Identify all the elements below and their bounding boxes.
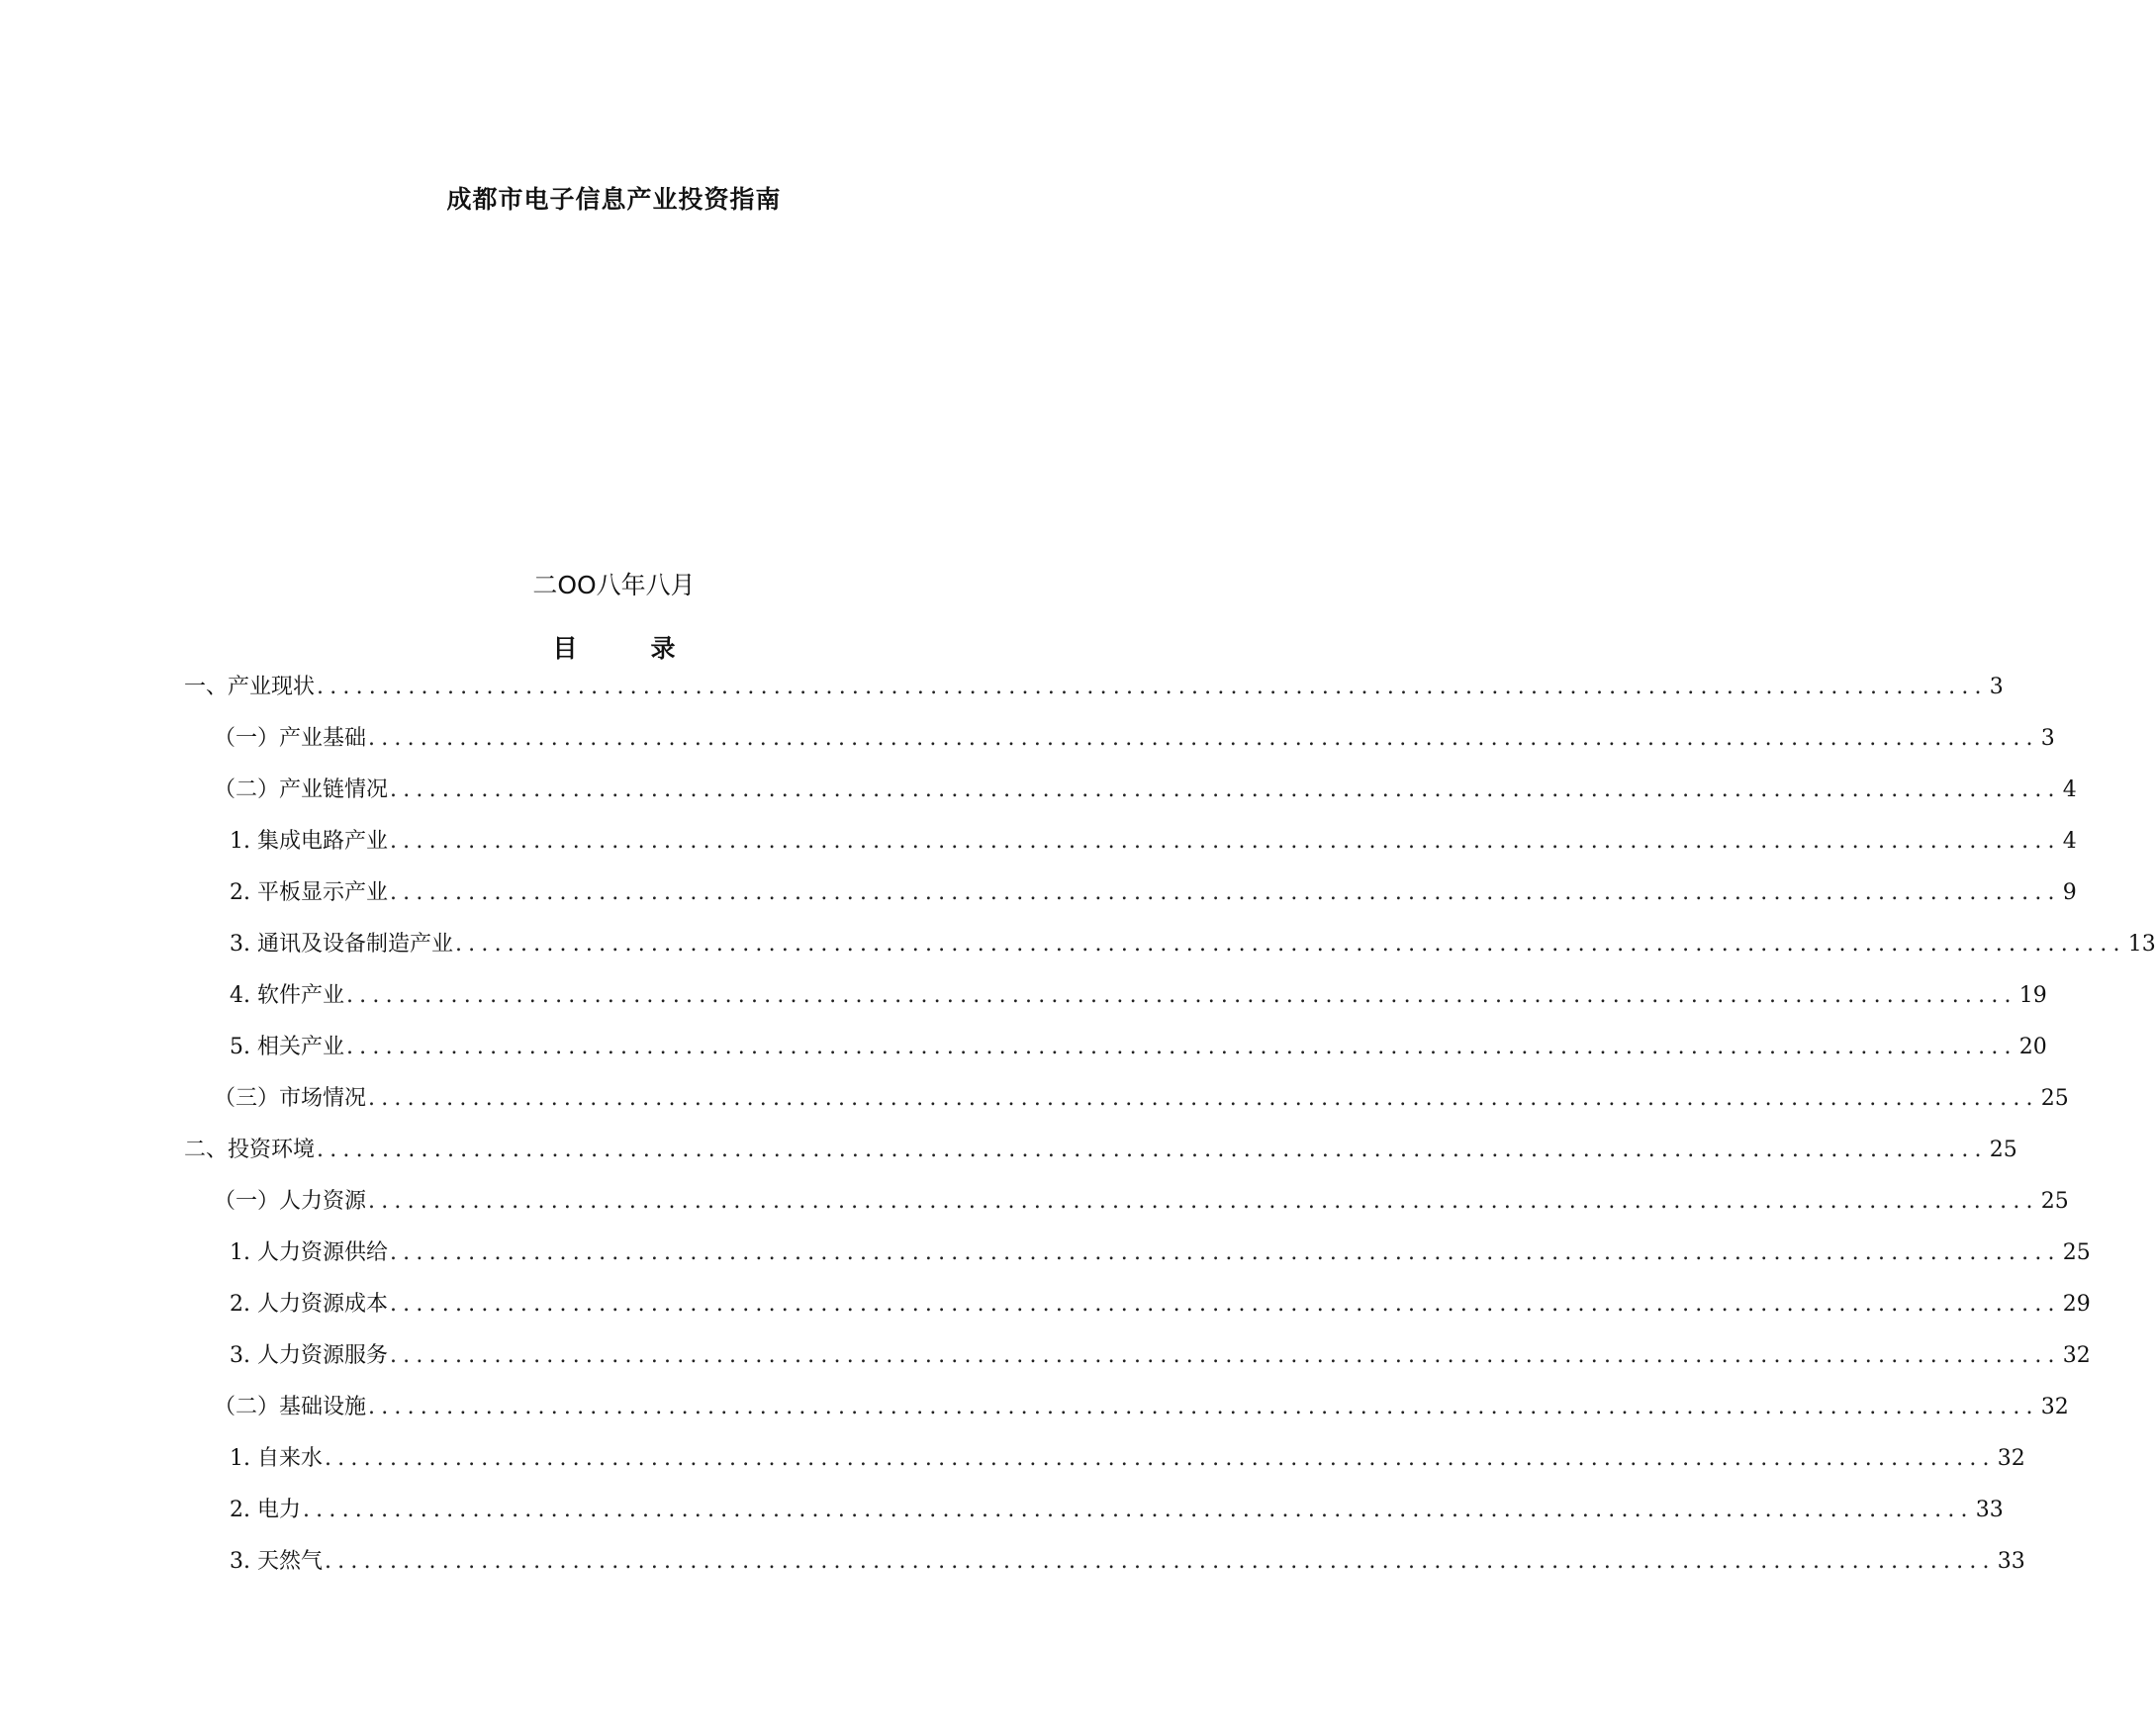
toc-leader-dots: ................................................................................................................................ bbox=[302, 1498, 1974, 1522]
toc-entry-label: （二）基础设施 bbox=[214, 1395, 367, 1419]
toc-entry-label: （一）人力资源 bbox=[214, 1189, 367, 1214]
toc-entry-label: 一、产业现状 bbox=[184, 675, 316, 699]
toc-entry-page: 20 bbox=[2018, 1035, 2047, 1059]
toc-entry[interactable] bbox=[230, 1438, 2025, 1474]
toc-entry[interactable] bbox=[230, 872, 2077, 908]
toc-leader-dots: ................................................................................................................................ bbox=[389, 880, 2061, 905]
toc-entry-label: 2. 人力资源成本 bbox=[230, 1292, 388, 1317]
toc-entry-page: 32 bbox=[2040, 1395, 2069, 1419]
toc-entry-label: 1. 人力资源供给 bbox=[230, 1240, 388, 1265]
toc-entry[interactable] bbox=[230, 975, 2047, 1011]
toc-heading-left: 目 bbox=[552, 634, 578, 663]
toc-entry[interactable] bbox=[214, 718, 2055, 754]
toc-entry-label: （二）产业链情况 bbox=[214, 777, 389, 802]
toc-entry-label: 3. 人力资源服务 bbox=[230, 1343, 388, 1368]
toc-entry-label: 5. 相关产业 bbox=[230, 1035, 344, 1059]
toc-entry-label: （三）市场情况 bbox=[214, 1086, 367, 1111]
toc-entry[interactable] bbox=[214, 1387, 2069, 1422]
toc-entry[interactable] bbox=[230, 821, 2077, 857]
toc-entry[interactable] bbox=[184, 667, 2004, 702]
toc-leader-dots: ................................................................................................................................ bbox=[317, 675, 1988, 699]
toc-entry[interactable] bbox=[184, 1130, 2017, 1165]
toc-leader-dots: ................................................................................................................................ bbox=[368, 1189, 2039, 1214]
toc-entry-label: 1. 自来水 bbox=[230, 1446, 323, 1471]
toc-leader-dots: ................................................................................................................................ bbox=[389, 1240, 2061, 1265]
toc-entry[interactable] bbox=[214, 770, 2077, 805]
toc-leader-dots: ................................................................................................................................ bbox=[317, 1138, 1988, 1162]
toc-entry-page: 3 bbox=[1989, 675, 2004, 699]
toc-entry[interactable] bbox=[230, 1490, 2004, 1525]
toc-entry-label: 2. 平板显示产业 bbox=[230, 880, 388, 905]
toc-leader-dots: ................................................................................................................................ bbox=[454, 932, 2126, 957]
toc-leader-dots: ................................................................................................................................ bbox=[390, 777, 2061, 802]
toc-entry[interactable] bbox=[214, 1078, 2069, 1114]
toc-entry-page: 4 bbox=[2062, 829, 2077, 854]
toc-entry-page: 4 bbox=[2062, 777, 2077, 802]
toc-entry-page: 25 bbox=[2040, 1189, 2069, 1214]
toc-entry-label: 3. 通讯及设备制造产业 bbox=[230, 932, 453, 957]
toc-entry-label: （一）产业基础 bbox=[214, 726, 367, 751]
toc-leader-dots: ................................................................................................................................ bbox=[389, 1343, 2061, 1368]
toc-entry-page: 19 bbox=[2018, 983, 2047, 1008]
toc-entry-page: 32 bbox=[2062, 1343, 2091, 1368]
toc-leader-dots: ................................................................................................................................ bbox=[389, 829, 2061, 854]
toc-entry-label: 2. 电力 bbox=[230, 1498, 301, 1522]
toc-entry-label: 3. 天然气 bbox=[230, 1549, 323, 1574]
toc-heading bbox=[0, 629, 1228, 665]
toc-entry[interactable] bbox=[230, 1027, 2047, 1062]
toc-leader-dots: ................................................................................................................................ bbox=[345, 983, 2017, 1008]
toc-entry[interactable] bbox=[230, 924, 2156, 959]
toc-leader-dots: ................................................................................................................................ bbox=[324, 1446, 1996, 1471]
toc-entry-label: 二、投资环境 bbox=[184, 1138, 316, 1162]
toc-entry-page: 9 bbox=[2062, 880, 2077, 905]
toc-entry-page: 32 bbox=[1997, 1446, 2025, 1471]
toc-entry-page: 25 bbox=[1989, 1138, 2017, 1162]
toc-entry-page: 33 bbox=[1975, 1498, 2004, 1522]
toc-entry[interactable] bbox=[230, 1233, 2091, 1268]
toc-entry[interactable] bbox=[214, 1181, 2069, 1217]
toc-entry-page: 3 bbox=[2040, 726, 2055, 751]
toc-heading-right: 录 bbox=[650, 634, 676, 663]
toc-entry-label: 4. 软件产业 bbox=[230, 983, 344, 1008]
toc-leader-dots: ................................................................................................................................ bbox=[389, 1292, 2061, 1317]
toc-entry-page: 13 bbox=[2127, 932, 2156, 957]
toc-entry-page: 25 bbox=[2062, 1240, 2091, 1265]
toc-leader-dots: ................................................................................................................................ bbox=[368, 1395, 2039, 1419]
toc-entry[interactable] bbox=[230, 1541, 2025, 1577]
document-title: 成都市电子信息产业投资指南 bbox=[446, 185, 782, 214]
toc-entry[interactable] bbox=[230, 1335, 2091, 1371]
document-date: 二OO八年八月 bbox=[532, 571, 696, 599]
toc-leader-dots: ................................................................................................................................ bbox=[368, 726, 2039, 751]
toc-leader-dots: ................................................................................................................................ bbox=[368, 1086, 2039, 1111]
toc-entry-page: 29 bbox=[2062, 1292, 2091, 1317]
toc-entry-page: 25 bbox=[2040, 1086, 2069, 1111]
toc-entry-label: 1. 集成电路产业 bbox=[230, 829, 388, 854]
toc-leader-dots: ................................................................................................................................ bbox=[324, 1549, 1996, 1574]
toc-entry[interactable] bbox=[230, 1284, 2091, 1320]
toc-leader-dots: ................................................................................................................................ bbox=[345, 1035, 2017, 1059]
toc-entry-page: 33 bbox=[1997, 1549, 2025, 1574]
